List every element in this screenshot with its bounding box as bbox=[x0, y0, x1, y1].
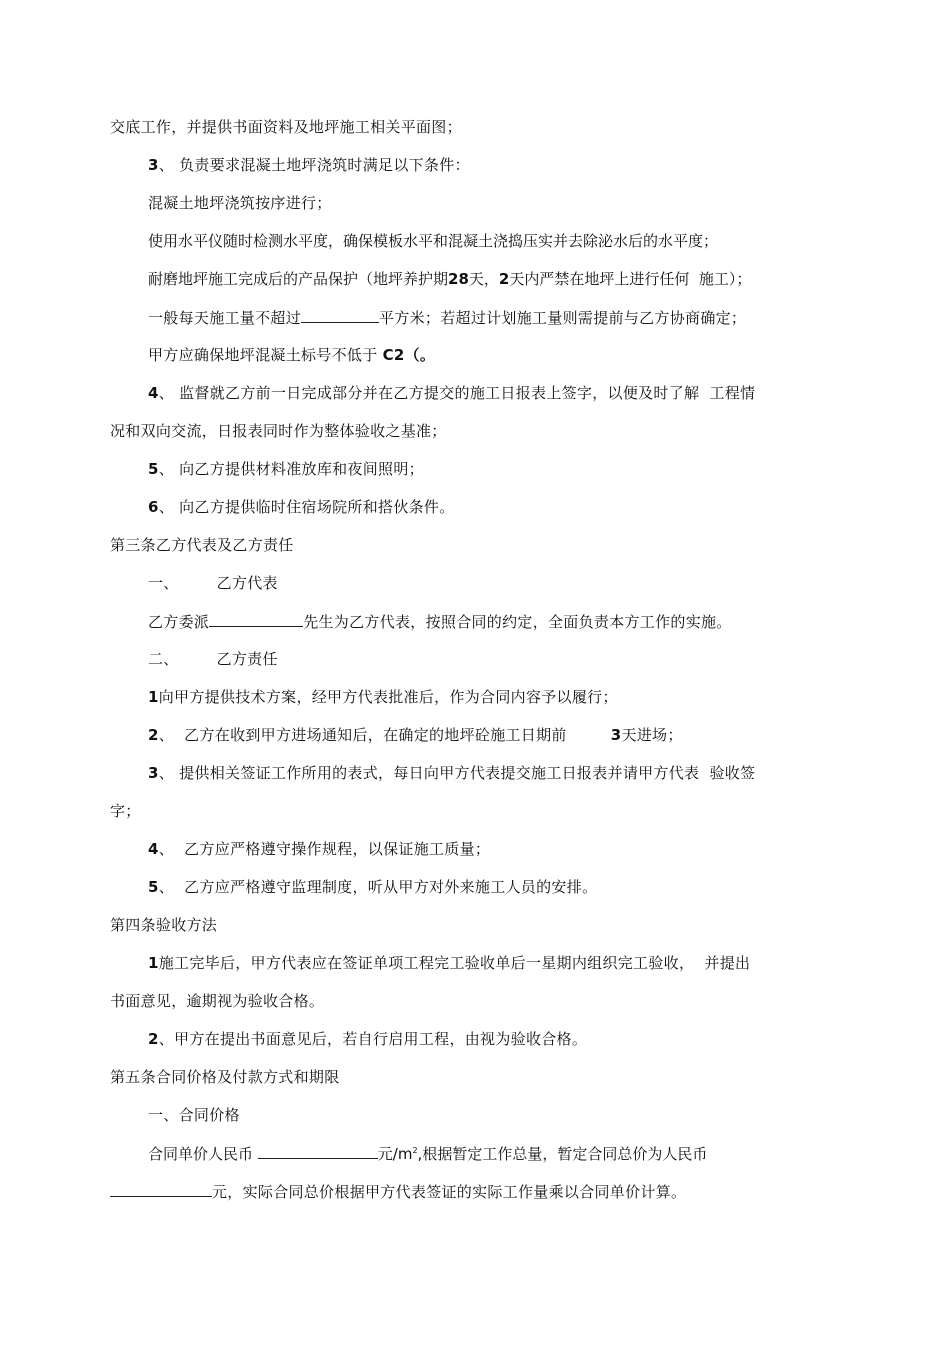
text-line: 元，实际合同总价根据甲方代表签证的实际工作量乘以合同单价计算。 bbox=[110, 1180, 686, 1203]
text-line: 乙方委派 先生为乙方代表，按照合同的约定，全面负责本方工作的实施。 bbox=[148, 610, 732, 633]
text-line: 混凝土地坪浇筑按序进行； bbox=[148, 194, 332, 212]
section-heading: 第四条验收方法 bbox=[110, 916, 218, 934]
fill-blank bbox=[301, 306, 379, 323]
fill-blank bbox=[209, 610, 303, 627]
text-line: 书面意见，逾期视为验收合格。 bbox=[110, 992, 325, 1010]
list-item: 6、 向乙方提供临时住宿场院所和搭伙条件。 bbox=[148, 498, 455, 516]
section-heading: 第三条乙方代表及乙方责任 bbox=[110, 536, 294, 554]
list-item: 3、 提供相关签证工作所用的表式，每日向甲方代表提交施工日报表并请甲方代表 验收签 bbox=[148, 764, 756, 782]
subsection-heading: 一、合同价格 bbox=[148, 1106, 240, 1124]
subsection-heading: 一、 乙方代表 bbox=[148, 574, 278, 592]
text-line: 使用水平仪随时检测水平度，确保模板水平和混凝土浇捣压实并去除泌水后的水平度； bbox=[148, 232, 719, 250]
fill-blank bbox=[110, 1180, 212, 1197]
list-item: 5、 向乙方提供材料准放库和夜间照明； bbox=[148, 460, 424, 478]
text-line: 合同单价人民币 元$/m^2$,根据暂定工作总量，暂定合同总价为人民币 bbox=[148, 1142, 707, 1165]
list-item: 4、 监督就乙方前一日完成部分并在乙方提交的施工日报表上签字，以便及时了解 工程情 bbox=[148, 384, 756, 402]
list-item: 1向甲方提供技术方案，经甲方代表批准后，作为合同内容予以履行； bbox=[148, 688, 618, 706]
list-item: 2、甲方在提出书面意见后，若自行启用工程，由视为验收合格。 bbox=[148, 1030, 588, 1048]
list-item: 5、 乙方应严格遵守监理制度，听从甲方对外来施工人员的安排。 bbox=[148, 878, 598, 896]
text-line: 甲方应确保地坪混凝土标号不低于 C2（。 bbox=[148, 346, 436, 364]
text-line: 耐磨地坪施工完成后的产品保护（地坪养护期28天，2天内严禁在地坪上进行任何 施工）； bbox=[148, 270, 752, 288]
text-line: 交底工作，并提供书面资料及地坪施工相关平面图； bbox=[110, 118, 462, 136]
list-item: 2、 乙方在收到甲方进场通知后，在确定的地坪砼施工日期前 3天进场； bbox=[148, 726, 683, 744]
list-item: 3、 负责要求混凝土地坪浇筑时满足以下条件： bbox=[148, 156, 470, 174]
list-item: 1施工完毕后，甲方代表应在签证单项工程完工验收单后一星期内组织完工验收， 并提出 bbox=[148, 954, 751, 972]
fill-blank bbox=[258, 1142, 378, 1159]
subsection-heading: 二、 乙方责任 bbox=[148, 650, 278, 668]
text-line: 字； bbox=[110, 802, 141, 820]
section-heading: 第五条合同价格及付款方式和期限 bbox=[110, 1068, 340, 1086]
text-line: 一般每天施工量不超过 平方米；若超过计划施工量则需提前与乙方协商确定； bbox=[148, 306, 746, 329]
text-line: 况和双向交流，日报表同时作为整体验收之基准； bbox=[110, 422, 447, 440]
list-item: 4、 乙方应严格遵守操作规程，以保证施工质量； bbox=[148, 840, 491, 858]
